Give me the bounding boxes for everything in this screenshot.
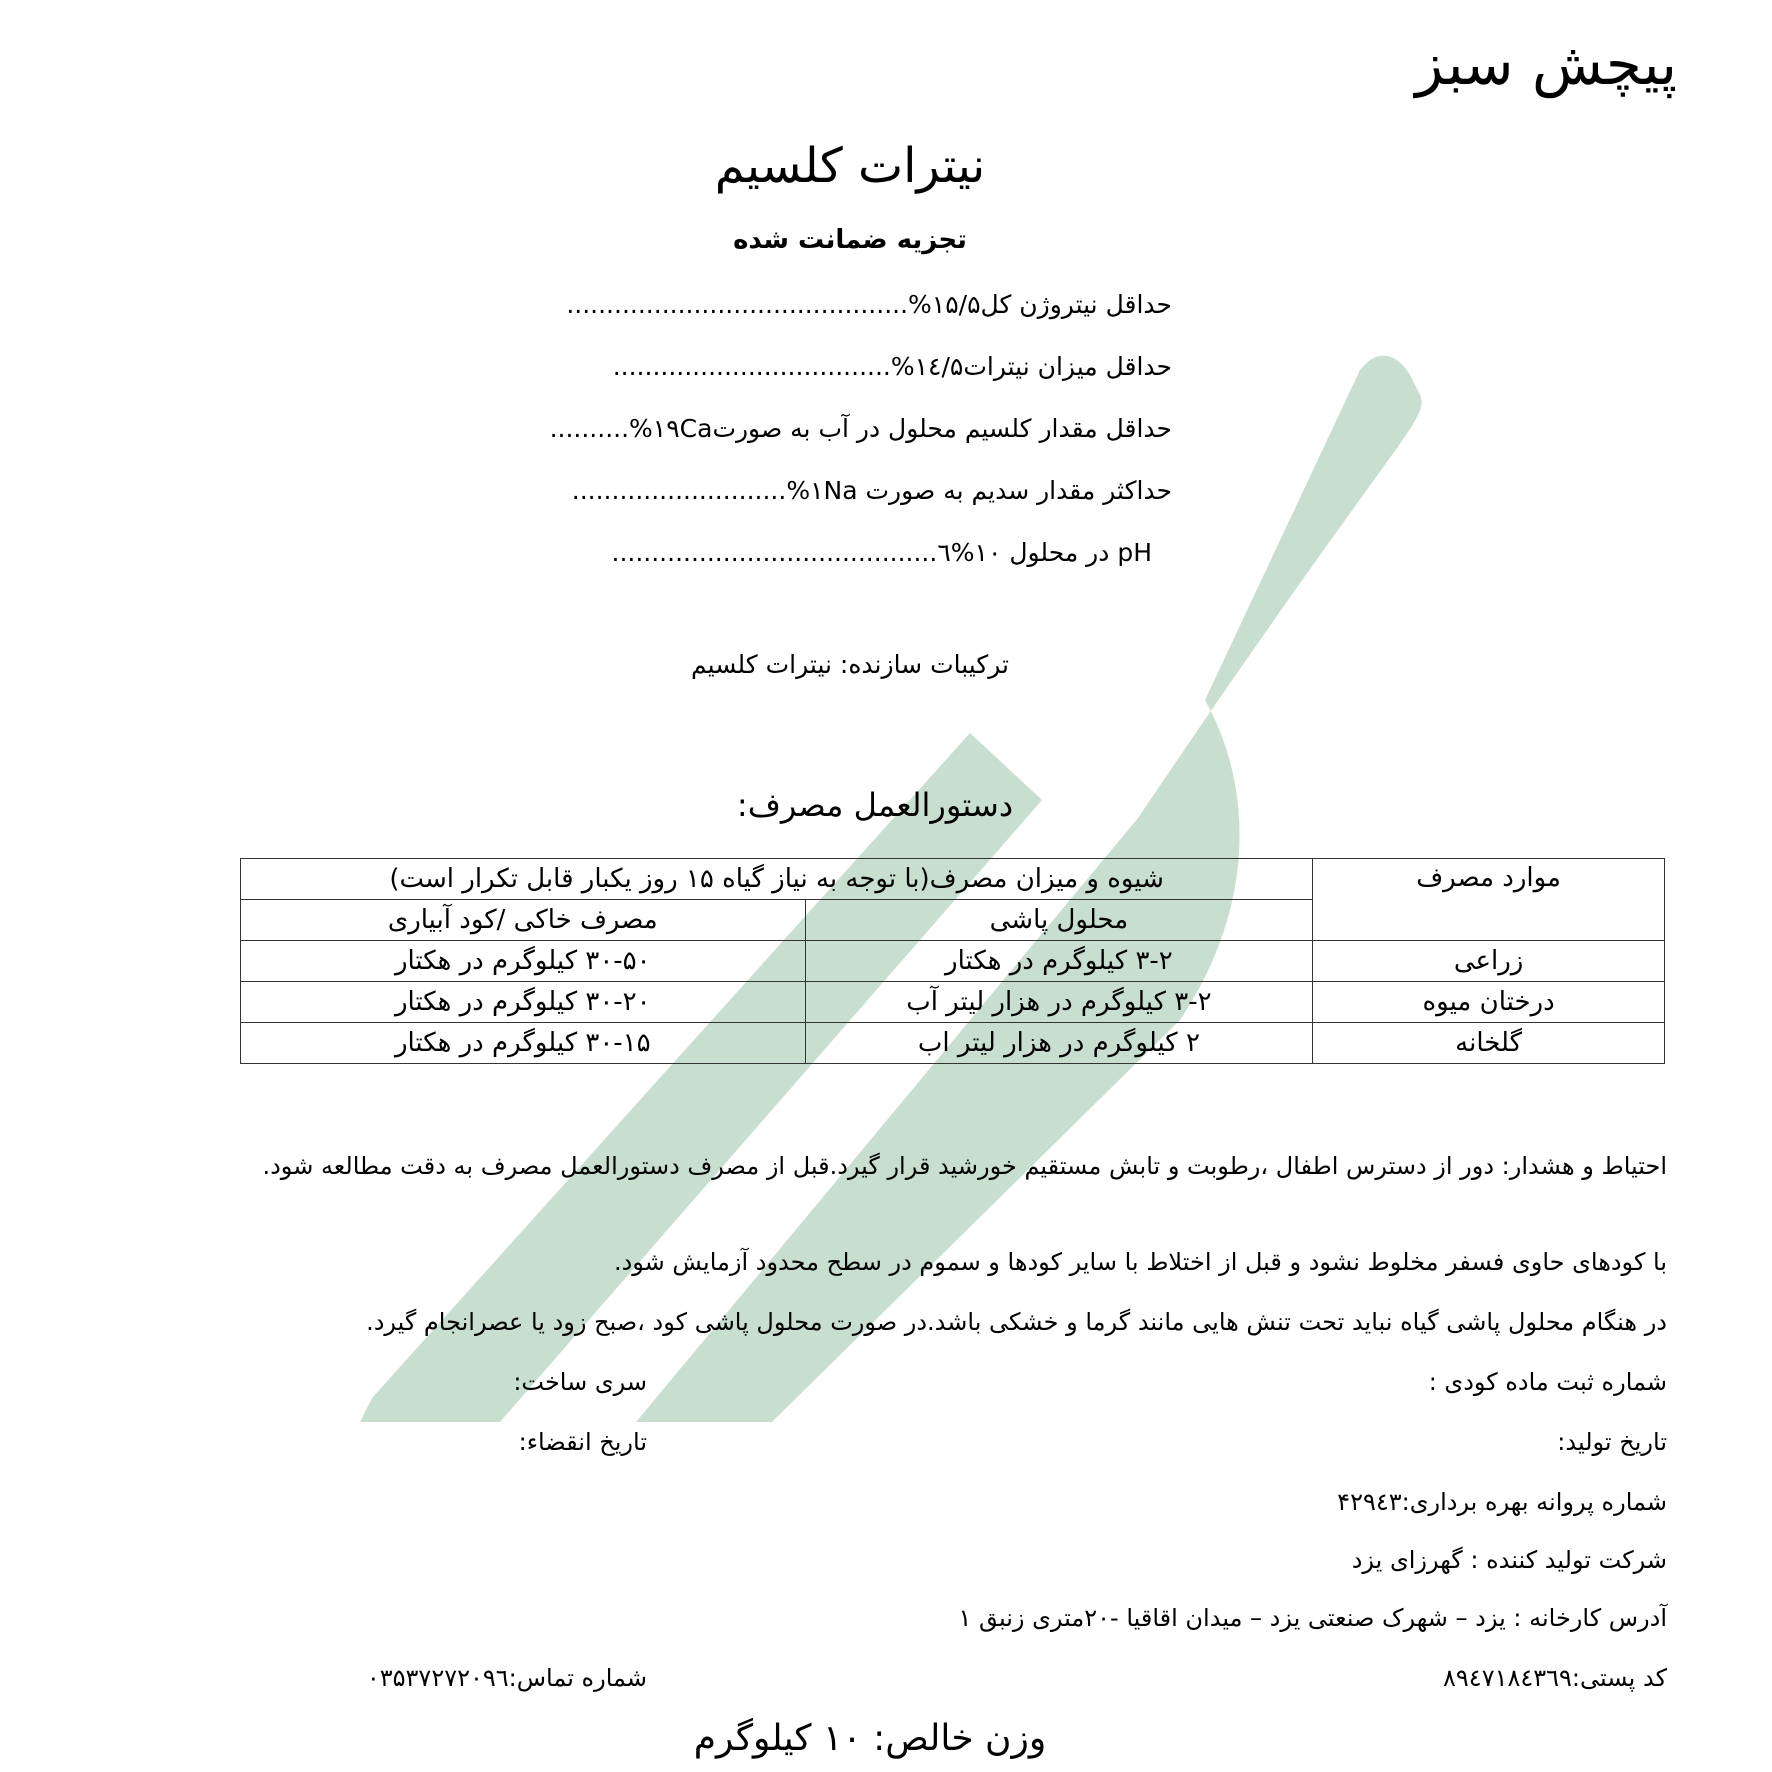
expiry-date: تاریخ انقضاء: [518,1428,647,1456]
phone-number: شماره تماس:۰۳۵۳۷۲۷۲۰۹٦ [366,1664,647,1692]
net-weight: وزن خالص: ۱۰ کیلوگرم [693,1718,1047,1759]
postal-code: کد پستی:۸۹٤۷۱۸٤۳٦۹ [1443,1664,1667,1692]
cell-soil: ۳۰-۵۰ کیلوگرم در هکتار [241,941,806,982]
spec-sodium: حداکثر مقدار سدیم به صورت Na...........................%۱ [571,476,1172,505]
production-date: تاریخ تولید: [1557,1428,1667,1456]
warning-storage: احتیاط و هشدار: دور از دسترس اطفال ،رطوبت و تابش مستقیم خورشید قرار گیرد.قبل از مصرف دستورالعمل مصرف به دقت مطالعه شود. [262,1152,1667,1180]
analysis-heading: تجزیه ضمانت شده [733,225,967,255]
product-title: نیترات کلسیم [714,138,986,194]
manufacturer: شرکت تولید کننده : گهرزای یزد [1351,1546,1667,1574]
factory-address: آدرس کارخانه : یزد – شهرک صنعتی یزد – میدان اقاقیا -۲۰متری زنبق ۱ [958,1604,1667,1632]
header-method: شیوه و میزان مصرف(با توجه به نیاز گیاه ۱۵ روز یکبار قابل تکرار است) [241,859,1313,900]
composition: ترکیبات سازنده: نیترات کلسیم [691,650,1009,679]
license-number: شماره پروانه بهره برداری:۴۲۹٤۳ [1337,1488,1667,1516]
registration-number: شماره ثبت ماده کودی : [1428,1368,1667,1396]
brand-name: پیچش سبز [1415,30,1677,98]
cell-soil: ۳۰-۲۰ کیلوگرم در هکتار [241,982,806,1023]
header-uses: موارد مصرف [1313,859,1665,941]
table-row [241,941,1665,982]
table-row [241,1023,1665,1064]
usage-title: دستورالعمل مصرف: [736,786,1014,824]
cell-foliar: ۲ کیلوگرم در هزار لیتر اب [805,1023,1313,1064]
cell-foliar: ۳-۲ کیلوگرم در هکتار [805,941,1313,982]
table-row [241,982,1665,1023]
spec-nitrate: حداقل میزان نیترات...................................%۱٤/۵ [612,352,1172,381]
spec-total-nitrogen: حداقل نیتروژن کل...........................................%۱۵/۵ [566,290,1172,319]
cell-use: درختان میوه [1313,982,1665,1023]
cell-use: گلخانه [1313,1023,1665,1064]
warning-phosphorus: با کودهای حاوی فسفر مخلوط نشود و قبل از اختلاط با سایر کودها و سموم در سطح محدود آزمایش شود. [613,1248,1667,1276]
warning-foliar: در هنگام محلول پاشی گیاه نباید تحت تنش هایی مانند گرما و خشکی باشد.در صورت محلول پاشی کود ،صبح زود یا عصرانجام گیرد. [366,1308,1667,1336]
cell-foliar: ۳-۲ کیلوگرم در هزار لیتر آب [805,982,1313,1023]
spec-calcium: حداقل مقدار کلسیم محلول در آب به صورتCa..........%۱۹ [549,414,1172,443]
header-foliar: محلول پاشی [805,900,1313,941]
header-soil: مصرف خاکی /کود آبیاری [241,900,806,941]
usage-table [240,858,1665,1064]
batch-number: سری ساخت: [513,1368,647,1396]
cell-use: زراعی [1313,941,1665,982]
spec-ph: pH در محلول ۱۰%.........................................٦ [611,538,1152,567]
cell-soil: ۳۰-۱۵ کیلوگرم در هکتار [241,1023,806,1064]
